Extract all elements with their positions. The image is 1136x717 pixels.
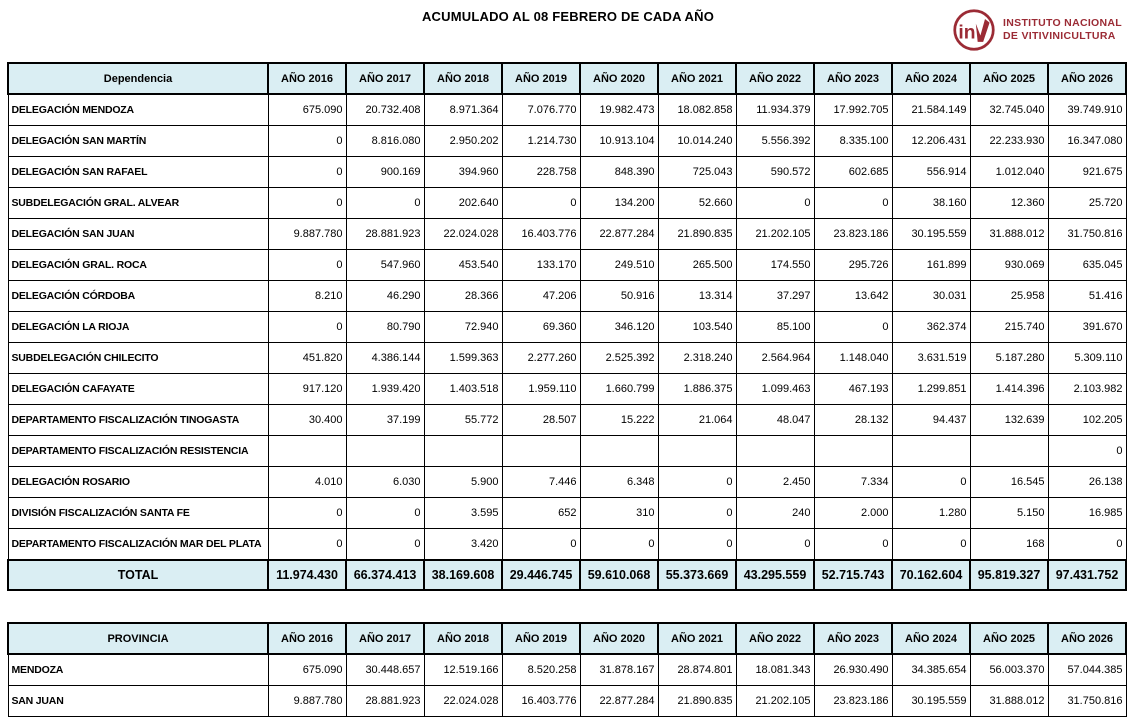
- value-cell: 20.732.408: [346, 94, 424, 126]
- total-value-cell: 70.162.604: [892, 560, 970, 590]
- value-cell: 4.386.144: [346, 343, 424, 374]
- svg-text:in: in: [958, 22, 976, 44]
- value-cell: 39.749.910: [1048, 94, 1126, 126]
- value-cell: 13.642: [814, 281, 892, 312]
- value-cell: [970, 436, 1048, 467]
- year-header: AÑO 2017: [346, 63, 424, 94]
- value-cell: 394.960: [424, 157, 502, 188]
- value-cell: 0: [658, 529, 736, 561]
- row-label: DELEGACIÓN MENDOZA: [8, 94, 268, 126]
- value-cell: 22.024.028: [424, 686, 502, 717]
- dependencia-table: [7, 62, 1127, 591]
- table-row: [8, 467, 1126, 498]
- value-cell: 1.099.463: [736, 374, 814, 405]
- value-cell: 1.959.110: [502, 374, 580, 405]
- value-cell: 0: [268, 250, 346, 281]
- value-cell: 30.195.559: [892, 686, 970, 717]
- value-cell: 174.550: [736, 250, 814, 281]
- value-cell: 52.660: [658, 188, 736, 219]
- table-row: [8, 219, 1126, 250]
- table-row: [8, 436, 1126, 467]
- value-cell: 31.888.012: [970, 219, 1048, 250]
- value-cell: 5.900: [424, 467, 502, 498]
- table-row: [8, 281, 1126, 312]
- value-cell: 0: [268, 529, 346, 561]
- value-cell: 8.210: [268, 281, 346, 312]
- total-value-cell: 43.295.559: [736, 560, 814, 590]
- value-cell: 362.374: [892, 312, 970, 343]
- value-cell: 85.100: [736, 312, 814, 343]
- value-cell: 930.069: [970, 250, 1048, 281]
- page-title: ACUMULADO AL 08 FEBRERO DE CADA AÑO: [421, 9, 715, 24]
- table-row: [8, 498, 1126, 529]
- value-cell: 1.280: [892, 498, 970, 529]
- value-cell: 240: [736, 498, 814, 529]
- row-label: DELEGACIÓN CAFAYATE: [8, 374, 268, 405]
- value-cell: 28.507: [502, 405, 580, 436]
- value-cell: 69.360: [502, 312, 580, 343]
- value-cell: 0: [346, 188, 424, 219]
- value-cell: 0: [736, 188, 814, 219]
- value-cell: 2.103.982: [1048, 374, 1126, 405]
- value-cell: 48.047: [736, 405, 814, 436]
- year-header: AÑO 2018: [424, 623, 502, 654]
- value-cell: [346, 436, 424, 467]
- value-cell: 590.572: [736, 157, 814, 188]
- value-cell: 25.720: [1048, 188, 1126, 219]
- header-row: [8, 63, 1126, 94]
- value-cell: 1.214.730: [502, 126, 580, 157]
- value-cell: 46.290: [346, 281, 424, 312]
- value-cell: 1.886.375: [658, 374, 736, 405]
- value-cell: 31.888.012: [970, 686, 1048, 717]
- value-cell: 17.992.705: [814, 94, 892, 126]
- value-cell: 15.222: [580, 405, 658, 436]
- value-cell: 21.584.149: [892, 94, 970, 126]
- year-header: AÑO 2022: [736, 623, 814, 654]
- value-cell: 295.726: [814, 250, 892, 281]
- inv-monogram-icon: [952, 8, 996, 52]
- value-cell: 675.090: [268, 94, 346, 126]
- value-cell: 2.564.964: [736, 343, 814, 374]
- year-header: AÑO 2025: [970, 623, 1048, 654]
- value-cell: 635.045: [1048, 250, 1126, 281]
- value-cell: 30.448.657: [346, 654, 424, 686]
- value-cell: 28.874.801: [658, 654, 736, 686]
- page-header: [0, 0, 1136, 62]
- value-cell: 0: [346, 529, 424, 561]
- value-cell: 28.881.923: [346, 686, 424, 717]
- value-cell: 28.881.923: [346, 219, 424, 250]
- value-cell: 34.385.654: [892, 654, 970, 686]
- value-cell: 168: [970, 529, 1048, 561]
- value-cell: 31.750.816: [1048, 219, 1126, 250]
- value-cell: [424, 436, 502, 467]
- table-row: [8, 188, 1126, 219]
- year-header: AÑO 2023: [814, 63, 892, 94]
- table-row: [8, 686, 1126, 717]
- year-header: AÑO 2016: [268, 623, 346, 654]
- value-cell: 32.745.040: [970, 94, 1048, 126]
- value-cell: 5.309.110: [1048, 343, 1126, 374]
- row-label: DELEGACIÓN SAN JUAN: [8, 219, 268, 250]
- total-value-cell: 11.974.430: [268, 560, 346, 590]
- table-row: [8, 405, 1126, 436]
- total-value-cell: 52.715.743: [814, 560, 892, 590]
- value-cell: 57.044.385: [1048, 654, 1126, 686]
- value-cell: 21.202.105: [736, 219, 814, 250]
- value-cell: 2.318.240: [658, 343, 736, 374]
- value-cell: 3.420: [424, 529, 502, 561]
- value-cell: 8.971.364: [424, 94, 502, 126]
- value-cell: 249.510: [580, 250, 658, 281]
- value-cell: 0: [892, 467, 970, 498]
- value-cell: 22.877.284: [580, 219, 658, 250]
- value-cell: 725.043: [658, 157, 736, 188]
- header-row: [8, 623, 1126, 654]
- value-cell: 2.450: [736, 467, 814, 498]
- value-cell: 56.003.370: [970, 654, 1048, 686]
- year-header: AÑO 2021: [658, 623, 736, 654]
- value-cell: 0: [814, 529, 892, 561]
- year-header: AÑO 2024: [892, 63, 970, 94]
- table-row: [8, 250, 1126, 281]
- value-cell: 21.890.835: [658, 219, 736, 250]
- value-cell: 22.233.930: [970, 126, 1048, 157]
- value-cell: 202.640: [424, 188, 502, 219]
- value-cell: 0: [268, 312, 346, 343]
- total-label: TOTAL: [8, 560, 268, 590]
- inv-logo: [952, 8, 1122, 52]
- value-cell: 1.012.040: [970, 157, 1048, 188]
- value-cell: 310: [580, 498, 658, 529]
- value-cell: 602.685: [814, 157, 892, 188]
- year-header: AÑO 2019: [502, 623, 580, 654]
- value-cell: 22.024.028: [424, 219, 502, 250]
- value-cell: 3.595: [424, 498, 502, 529]
- value-cell: 30.195.559: [892, 219, 970, 250]
- row-label: MENDOZA: [8, 654, 268, 686]
- value-cell: 12.206.431: [892, 126, 970, 157]
- value-cell: 7.334: [814, 467, 892, 498]
- value-cell: 2.277.260: [502, 343, 580, 374]
- total-value-cell: 66.374.413: [346, 560, 424, 590]
- total-value-cell: 59.610.068: [580, 560, 658, 590]
- row-label: DEPARTAMENTO FISCALIZACIÓN RESISTENCIA: [8, 436, 268, 467]
- value-cell: 9.887.780: [268, 219, 346, 250]
- value-cell: 453.540: [424, 250, 502, 281]
- label-column-header: PROVINCIA: [8, 623, 268, 654]
- value-cell: 10.014.240: [658, 126, 736, 157]
- row-label: DELEGACIÓN SAN RAFAEL: [8, 157, 268, 188]
- value-cell: 900.169: [346, 157, 424, 188]
- year-header: AÑO 2020: [580, 63, 658, 94]
- value-cell: 37.297: [736, 281, 814, 312]
- value-cell: 134.200: [580, 188, 658, 219]
- value-cell: 556.914: [892, 157, 970, 188]
- value-cell: 23.823.186: [814, 686, 892, 717]
- value-cell: 652: [502, 498, 580, 529]
- value-cell: 16.403.776: [502, 686, 580, 717]
- value-cell: 917.120: [268, 374, 346, 405]
- value-cell: 848.390: [580, 157, 658, 188]
- value-cell: 0: [814, 188, 892, 219]
- value-cell: 0: [268, 188, 346, 219]
- value-cell: 0: [346, 498, 424, 529]
- value-cell: 0: [268, 126, 346, 157]
- total-value-cell: 97.431.752: [1048, 560, 1126, 590]
- year-header: AÑO 2016: [268, 63, 346, 94]
- year-header: AÑO 2026: [1048, 63, 1126, 94]
- row-label: SAN JUAN: [8, 686, 268, 717]
- value-cell: 16.545: [970, 467, 1048, 498]
- value-cell: 16.985: [1048, 498, 1126, 529]
- row-label: DELEGACIÓN CÓRDOBA: [8, 281, 268, 312]
- value-cell: [892, 436, 970, 467]
- value-cell: [268, 436, 346, 467]
- row-label: SUBDELEGACIÓN GRAL. ALVEAR: [8, 188, 268, 219]
- value-cell: 6.030: [346, 467, 424, 498]
- total-value-cell: 29.446.745: [502, 560, 580, 590]
- value-cell: 675.090: [268, 654, 346, 686]
- value-cell: 21.890.835: [658, 686, 736, 717]
- value-cell: 1.403.518: [424, 374, 502, 405]
- year-header: AÑO 2017: [346, 623, 424, 654]
- value-cell: 8.335.100: [814, 126, 892, 157]
- inv-logo-text-line2: DE VITIVINICULTURA: [1003, 30, 1116, 42]
- value-cell: 19.982.473: [580, 94, 658, 126]
- year-header: AÑO 2025: [970, 63, 1048, 94]
- table-row: [8, 312, 1126, 343]
- value-cell: 2.950.202: [424, 126, 502, 157]
- value-cell: 0: [658, 467, 736, 498]
- value-cell: 0: [736, 529, 814, 561]
- value-cell: 1.599.363: [424, 343, 502, 374]
- value-cell: 547.960: [346, 250, 424, 281]
- value-cell: 18.082.858: [658, 94, 736, 126]
- value-cell: 16.403.776: [502, 219, 580, 250]
- value-cell: 30.400: [268, 405, 346, 436]
- value-cell: 7.076.770: [502, 94, 580, 126]
- value-cell: 3.631.519: [892, 343, 970, 374]
- value-cell: 94.437: [892, 405, 970, 436]
- value-cell: 228.758: [502, 157, 580, 188]
- value-cell: 80.790: [346, 312, 424, 343]
- value-cell: 22.877.284: [580, 686, 658, 717]
- row-label: SUBDELEGACIÓN CHILECITO: [8, 343, 268, 374]
- value-cell: 1.660.799: [580, 374, 658, 405]
- value-cell: 23.823.186: [814, 219, 892, 250]
- value-cell: 467.193: [814, 374, 892, 405]
- value-cell: 921.675: [1048, 157, 1126, 188]
- total-value-cell: 95.819.327: [970, 560, 1048, 590]
- row-label: DELEGACIÓN ROSARIO: [8, 467, 268, 498]
- value-cell: [580, 436, 658, 467]
- value-cell: 50.916: [580, 281, 658, 312]
- value-cell: [736, 436, 814, 467]
- value-cell: 37.199: [346, 405, 424, 436]
- value-cell: 31.750.816: [1048, 686, 1126, 717]
- value-cell: 28.366: [424, 281, 502, 312]
- value-cell: 1.148.040: [814, 343, 892, 374]
- value-cell: 8.520.258: [502, 654, 580, 686]
- value-cell: 51.416: [1048, 281, 1126, 312]
- value-cell: 0: [502, 529, 580, 561]
- value-cell: 4.010: [268, 467, 346, 498]
- value-cell: 346.120: [580, 312, 658, 343]
- value-cell: 0: [658, 498, 736, 529]
- value-cell: 0: [502, 188, 580, 219]
- value-cell: 16.347.080: [1048, 126, 1126, 157]
- year-header: AÑO 2019: [502, 63, 580, 94]
- value-cell: 21.202.105: [736, 686, 814, 717]
- value-cell: 28.132: [814, 405, 892, 436]
- value-cell: 1.414.396: [970, 374, 1048, 405]
- value-cell: 31.878.167: [580, 654, 658, 686]
- year-header: AÑO 2023: [814, 623, 892, 654]
- value-cell: 5.187.280: [970, 343, 1048, 374]
- value-cell: 72.940: [424, 312, 502, 343]
- value-cell: 0: [814, 312, 892, 343]
- value-cell: 18.081.343: [736, 654, 814, 686]
- value-cell: [814, 436, 892, 467]
- year-header: AÑO 2020: [580, 623, 658, 654]
- value-cell: 47.206: [502, 281, 580, 312]
- value-cell: 0: [1048, 436, 1126, 467]
- table-row: [8, 529, 1126, 561]
- year-header: AÑO 2021: [658, 63, 736, 94]
- value-cell: [658, 436, 736, 467]
- value-cell: 10.913.104: [580, 126, 658, 157]
- inv-logo-text: [1003, 17, 1122, 43]
- value-cell: 132.639: [970, 405, 1048, 436]
- value-cell: 8.816.080: [346, 126, 424, 157]
- value-cell: 133.170: [502, 250, 580, 281]
- value-cell: 38.160: [892, 188, 970, 219]
- table-row: [8, 374, 1126, 405]
- year-header: AÑO 2022: [736, 63, 814, 94]
- table-row: [8, 654, 1126, 686]
- value-cell: 0: [268, 157, 346, 188]
- row-label: DIVISIÓN FISCALIZACIÓN SANTA FE: [8, 498, 268, 529]
- year-header: AÑO 2024: [892, 623, 970, 654]
- value-cell: 9.887.780: [268, 686, 346, 717]
- table-row: [8, 94, 1126, 126]
- value-cell: 1.939.420: [346, 374, 424, 405]
- table-row: [8, 126, 1126, 157]
- value-cell: [502, 436, 580, 467]
- value-cell: 7.446: [502, 467, 580, 498]
- total-row: [8, 560, 1126, 590]
- value-cell: 13.314: [658, 281, 736, 312]
- table-row: [8, 343, 1126, 374]
- total-value-cell: 38.169.608: [424, 560, 502, 590]
- row-label: DEPARTAMENTO FISCALIZACIÓN TINOGASTA: [8, 405, 268, 436]
- year-header: AÑO 2018: [424, 63, 502, 94]
- value-cell: 391.670: [1048, 312, 1126, 343]
- value-cell: 2.525.392: [580, 343, 658, 374]
- value-cell: 55.772: [424, 405, 502, 436]
- value-cell: 2.000: [814, 498, 892, 529]
- value-cell: 12.519.166: [424, 654, 502, 686]
- value-cell: 5.150: [970, 498, 1048, 529]
- value-cell: 265.500: [658, 250, 736, 281]
- table-row: [8, 157, 1126, 188]
- value-cell: 102.205: [1048, 405, 1126, 436]
- row-label: DELEGACIÓN GRAL. ROCA: [8, 250, 268, 281]
- row-label: DEPARTAMENTO FISCALIZACIÓN MAR DEL PLATA: [8, 529, 268, 561]
- value-cell: 0: [892, 529, 970, 561]
- value-cell: 30.031: [892, 281, 970, 312]
- value-cell: 1.299.851: [892, 374, 970, 405]
- value-cell: 12.360: [970, 188, 1048, 219]
- value-cell: 6.348: [580, 467, 658, 498]
- inv-logo-text-line1: INSTITUTO NACIONAL: [1003, 16, 1122, 29]
- row-label: DELEGACIÓN SAN MARTÍN: [8, 126, 268, 157]
- value-cell: 215.740: [970, 312, 1048, 343]
- row-label: DELEGACIÓN LA RIOJA: [8, 312, 268, 343]
- value-cell: 0: [580, 529, 658, 561]
- total-value-cell: 55.373.669: [658, 560, 736, 590]
- label-column-header: Dependencia: [8, 63, 268, 94]
- year-header: AÑO 2026: [1048, 623, 1126, 654]
- value-cell: 21.064: [658, 405, 736, 436]
- value-cell: 26.138: [1048, 467, 1126, 498]
- value-cell: 0: [268, 498, 346, 529]
- value-cell: 451.820: [268, 343, 346, 374]
- value-cell: 0: [1048, 529, 1126, 561]
- value-cell: 11.934.379: [736, 94, 814, 126]
- value-cell: 161.899: [892, 250, 970, 281]
- value-cell: 5.556.392: [736, 126, 814, 157]
- value-cell: 103.540: [658, 312, 736, 343]
- provincia-table: [7, 622, 1127, 717]
- value-cell: 25.958: [970, 281, 1048, 312]
- value-cell: 26.930.490: [814, 654, 892, 686]
